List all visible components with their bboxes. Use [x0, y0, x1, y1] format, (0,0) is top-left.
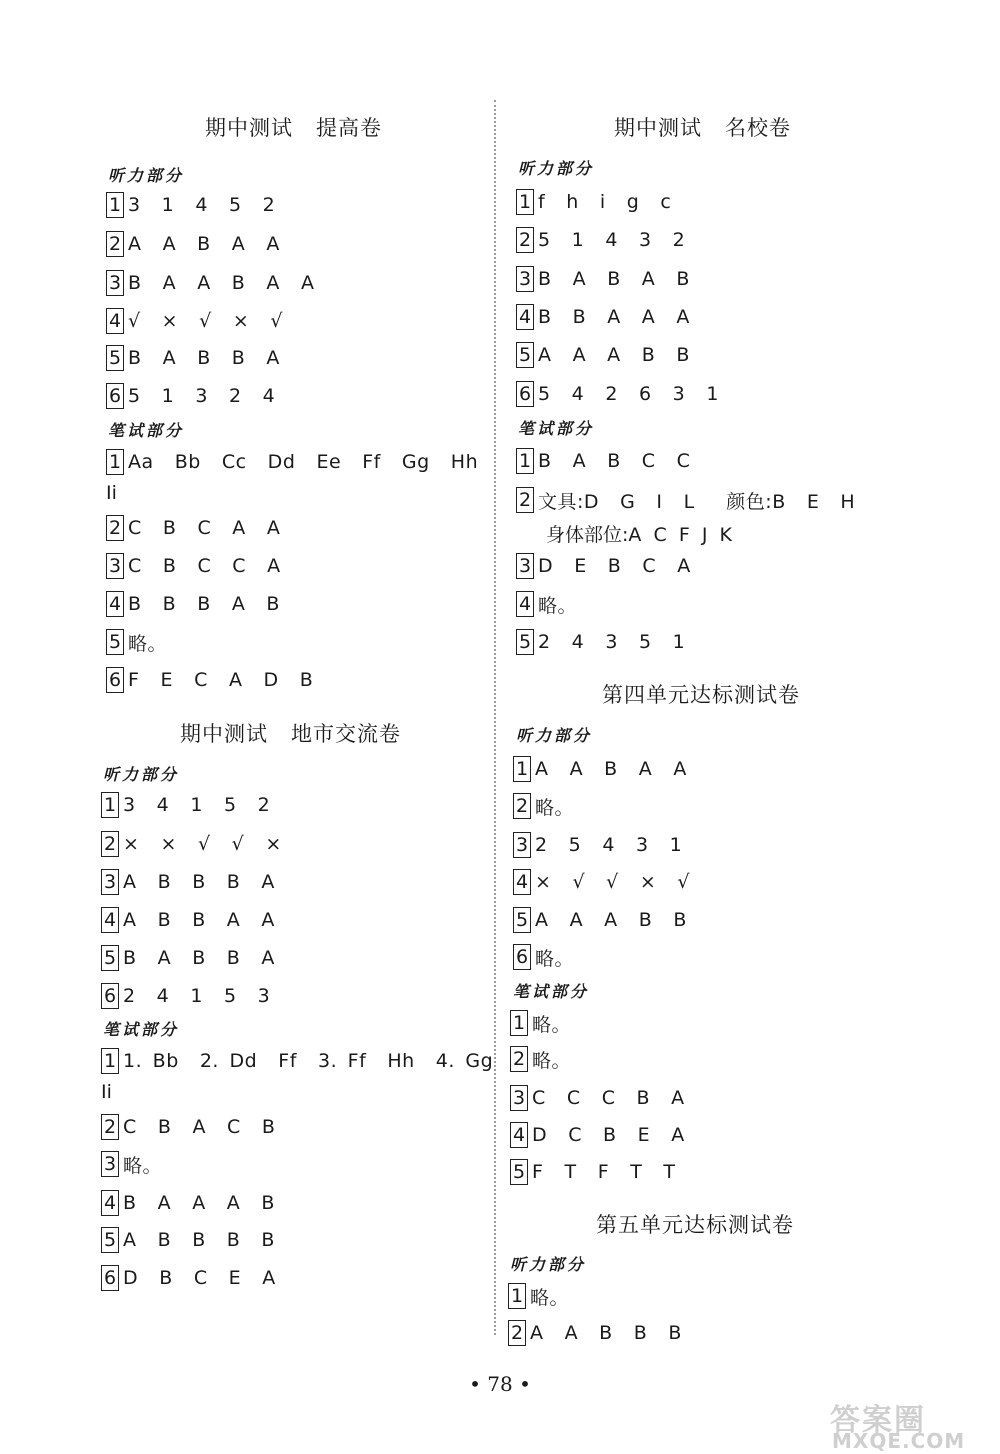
answer-row: [101, 829, 282, 859]
answer-text: B A A A B: [123, 1192, 275, 1214]
answer-text: F T F T T: [532, 1161, 676, 1183]
answer-text: A A B A A: [128, 233, 280, 255]
question-number: 1: [513, 756, 531, 782]
answer-text: A B B B A: [123, 871, 275, 893]
question-number: 4: [516, 591, 534, 617]
answer-row: [510, 1120, 685, 1150]
answer-text: 文具:D G I L 颜色:B E H: [538, 490, 856, 513]
answer-row: [106, 306, 283, 336]
question-number: 5: [106, 629, 124, 655]
question-number: 4: [510, 1122, 528, 1148]
question-number: 1: [508, 1283, 526, 1309]
question-number: 1: [101, 792, 119, 818]
answer-row: [106, 229, 280, 259]
question-number: 2: [516, 487, 534, 513]
question-number: 6: [101, 1265, 119, 1291]
answer-row: [101, 1112, 275, 1142]
answer-row: [516, 379, 719, 409]
answer-text: 2 5 4 3 1: [535, 834, 683, 856]
answer-row: [516, 225, 685, 255]
answer-row: [101, 867, 275, 897]
answer-row: [513, 867, 690, 897]
question-number: 3: [513, 832, 531, 858]
question-number: 5: [101, 945, 119, 971]
answer-row: [101, 1263, 276, 1293]
listening-label: 听力部分: [518, 159, 595, 178]
watermark: [830, 1395, 1000, 1454]
column-divider: [494, 100, 496, 1335]
answer-row: [510, 1083, 685, 1113]
answer-text: 略。: [128, 632, 168, 655]
answer-text: B A B C C: [538, 450, 691, 472]
question-number: 3: [516, 266, 534, 292]
question-number: 3: [101, 1151, 119, 1177]
question-number: 6: [516, 381, 534, 407]
answer-text: 3 1 4 5 2: [128, 194, 276, 216]
answer-row: [106, 513, 280, 543]
question-number: 4: [106, 308, 124, 334]
question-number: 5: [510, 1159, 528, 1185]
question-number: 4: [516, 304, 534, 330]
answer-text: A B B A A: [123, 909, 275, 931]
question-number: 3: [516, 553, 534, 579]
answer-text: Aa Bb Cc Dd Ee Ff Gg Hh: [128, 451, 479, 473]
answer-row: [516, 589, 577, 619]
answer-row: [516, 340, 690, 370]
answer-text: 略。: [538, 594, 578, 617]
answer-text: C B A C B: [123, 1116, 276, 1138]
answer-text: A A B B B: [530, 1322, 682, 1344]
writing-label: 笔试部分: [108, 421, 185, 440]
answer-continuation: 身体部位:A C F J K: [546, 524, 732, 546]
question-number: 6: [106, 383, 124, 409]
answer-row: [516, 446, 690, 476]
answer-text: 2 4 1 5 3: [123, 985, 271, 1007]
answer-row: [101, 1225, 275, 1255]
question-number: 1: [106, 449, 124, 475]
writing-label: 笔试部分: [513, 982, 590, 1001]
answer-row: [513, 754, 687, 784]
answer-text: f h i g c: [538, 191, 672, 213]
answer-row: [508, 1318, 682, 1348]
question-number: 2: [516, 227, 534, 253]
answer-row: [516, 627, 685, 657]
answer-row: [106, 551, 281, 581]
answer-row: [106, 343, 280, 373]
question-number: 2: [101, 831, 119, 857]
answer-row: [516, 302, 690, 332]
question-number: 1: [516, 189, 534, 215]
answer-text: B A B B A: [128, 347, 280, 369]
question-number: 6: [101, 983, 119, 1009]
answer-row: [101, 981, 270, 1011]
answer-row: [101, 905, 275, 935]
answer-text: 略。: [532, 1049, 572, 1072]
question-number: 5: [516, 342, 534, 368]
question-number: 1: [510, 1010, 528, 1036]
answer-row: [106, 190, 275, 220]
answer-text: × √ √ × √: [535, 871, 690, 893]
question-number: 5: [516, 629, 534, 655]
watermark-logo: 答案圈: [830, 1403, 926, 1438]
answer-text: D C B E A: [532, 1124, 685, 1146]
question-number: 5: [513, 907, 531, 933]
answer-text: 略。: [532, 1013, 572, 1036]
answer-text: B A A B A A: [128, 272, 315, 294]
answer-row: [106, 665, 313, 695]
answer-row: [106, 627, 167, 657]
section-title: 期中测试 地市交流卷: [180, 722, 402, 746]
answer-text: 5 4 2 6 3 1: [538, 383, 719, 405]
answer-row: [516, 264, 690, 294]
section-title: 第四单元达标测试卷: [602, 683, 800, 707]
answer-row: [510, 1008, 571, 1038]
answer-text: 略。: [535, 796, 575, 819]
answer-text: C C C B A: [532, 1087, 685, 1109]
answer-text: B A B A B: [538, 268, 690, 290]
answer-row: [516, 485, 855, 515]
question-number: 6: [513, 944, 531, 970]
answer-text: A A A B B: [538, 344, 690, 366]
answer-row: [516, 187, 671, 217]
question-number: 2: [510, 1046, 528, 1072]
answer-row: [513, 791, 574, 821]
answer-text: 3 4 1 5 2: [123, 794, 271, 816]
question-number: 3: [101, 869, 119, 895]
question-number: 3: [106, 270, 124, 296]
answer-text: 5 1 4 3 2: [538, 229, 686, 251]
question-number: 4: [101, 907, 119, 933]
question-number: 2: [101, 1114, 119, 1140]
answer-text: D B C E A: [123, 1267, 276, 1289]
answer-text: 2 4 3 5 1: [538, 631, 686, 653]
question-number: 5: [101, 1227, 119, 1253]
answer-text: C B C C A: [128, 555, 281, 577]
question-number: 2: [508, 1320, 526, 1346]
listening-label: 听力部分: [103, 765, 180, 784]
answer-row: [106, 447, 478, 477]
answer-text: 略。: [530, 1286, 570, 1309]
writing-label: 笔试部分: [103, 1020, 180, 1039]
question-number: 4: [101, 1190, 119, 1216]
question-number: 2: [106, 231, 124, 257]
listening-label: 听力部分: [510, 1255, 587, 1274]
listening-label: 听力部分: [108, 166, 185, 185]
question-number: 2: [513, 793, 531, 819]
answer-text: B A B B A: [123, 947, 275, 969]
question-number: 1: [516, 448, 534, 474]
answer-text: A A B A A: [535, 758, 687, 780]
answer-text: A B B B B: [123, 1229, 275, 1251]
question-number: 5: [106, 345, 124, 371]
question-number: 2: [106, 515, 124, 541]
answer-text: 略。: [535, 947, 575, 970]
answer-text: × × √ √ ×: [123, 833, 282, 855]
page-number: • 78 •: [469, 1372, 531, 1396]
watermark-site: MXQE.COM: [832, 1429, 966, 1453]
answer-row: [101, 943, 275, 973]
answer-row: [106, 268, 314, 298]
answer-text: 1. Bb 2. Dd Ff 3. Ff Hh 4. Gg: [123, 1050, 494, 1072]
listening-label: 听力部分: [516, 726, 593, 745]
answer-row: [510, 1157, 676, 1187]
answer-row: [513, 830, 682, 860]
answer-continuation: Ii: [106, 482, 117, 504]
question-number: 4: [106, 591, 124, 617]
answer-text: 5 1 3 2 4: [128, 385, 276, 407]
answer-text: D E B C A: [538, 555, 691, 577]
section-title: 期中测试 名校卷: [614, 116, 792, 140]
answer-row: [508, 1281, 569, 1311]
answer-row: [106, 589, 280, 619]
answer-row: [106, 381, 275, 411]
answer-text: F E C A D B: [128, 669, 314, 691]
section-title: 第五单元达标测试卷: [596, 1213, 794, 1237]
answer-row: [513, 942, 574, 972]
answer-text: B B A A A: [538, 306, 690, 328]
writing-label: 笔试部分: [518, 419, 595, 438]
question-number: 1: [106, 192, 124, 218]
answer-row: [516, 551, 691, 581]
section-title: 期中测试 提高卷: [205, 116, 383, 140]
answer-text: 略。: [123, 1154, 163, 1177]
answer-row: [101, 790, 270, 820]
question-number: 3: [106, 553, 124, 579]
question-number: 3: [510, 1085, 528, 1111]
answer-text: √ × √ × √: [128, 310, 283, 332]
answer-row: [101, 1188, 275, 1218]
answer-text: C B C A A: [128, 517, 281, 539]
answer-text: A A A B B: [535, 909, 687, 931]
question-number: 1: [101, 1048, 119, 1074]
answer-row: [510, 1044, 571, 1074]
answer-continuation: Ii: [101, 1081, 112, 1103]
answer-row: [513, 905, 687, 935]
answer-row: [101, 1149, 162, 1179]
answer-text: B B B A B: [128, 593, 280, 615]
question-number: 6: [106, 667, 124, 693]
answer-row: [101, 1046, 493, 1076]
question-number: 4: [513, 869, 531, 895]
